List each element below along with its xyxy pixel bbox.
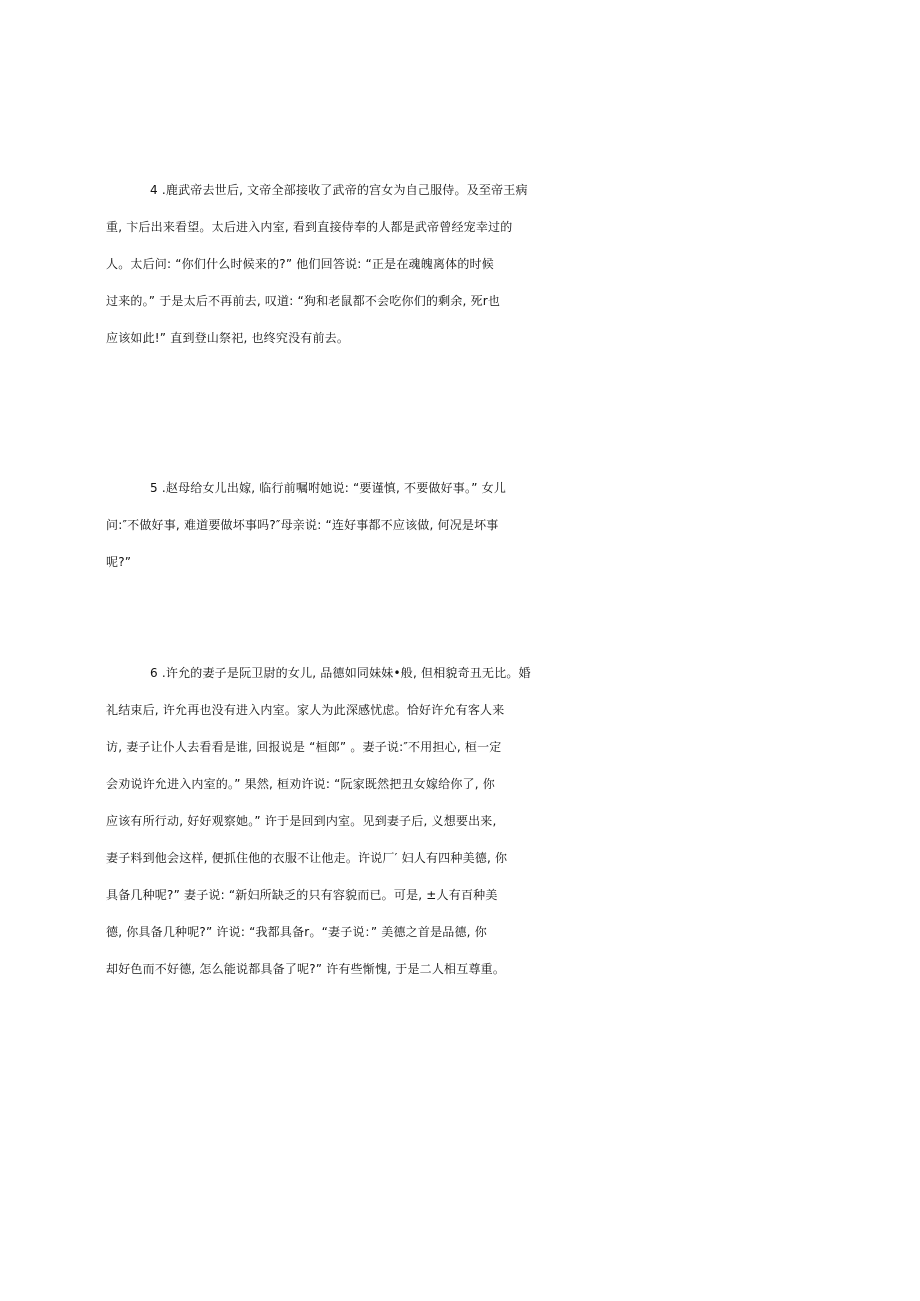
paragraph-6: [106, 663, 826, 996]
text-line: 会劝说许允进入内室的。” 果然, 桓劝许说: “阮家既然把丑女嫁给你了, 你: [106, 777, 495, 791]
text-line: 问:″不做好事, 难道要做坏事吗?″母亲说: “连好事都不应该做, 何况是坏事: [106, 518, 499, 532]
text-line: 应该如此!” 直到登山祭祀, 也终究没有前去。: [106, 331, 350, 345]
text-line: 应该有所行动, 好好观察她。” 许于是回到内室。见到妻子后, 义想要出来,: [106, 814, 497, 828]
paragraph-5: [106, 478, 826, 589]
text-line: 却好色而不好德, 怎么能说都具备了呢?” 许有些惭愧, 于是二人相互尊重。: [106, 962, 506, 976]
text-line: 4 .鹿武帝去世后, 文帝全部接收了武帝的宫女为自己服侍。及至帝王病: [150, 183, 528, 197]
text-line: 具备几种呢?” 妻子说: “新妇所缺乏的只有容貌而已。可是, ±人有百种美: [106, 888, 498, 902]
text-line: 妻子料到他会这样, 便抓住他的衣服不让他走。许说厂′ 妇人有四种美德, 你: [106, 851, 508, 865]
text-line: 呢?”: [106, 555, 132, 569]
text-line: 德, 你具备几种呢?” 许说: “我都具备r。“妻子说：” 美德之首是品德, 你: [106, 925, 487, 939]
text-line: 人。太后问: “你们什么时候来的?” 他们回答说: “正是在魂魄离体的时候: [106, 257, 494, 271]
text-line: 6 .许允的妻子是阮卫尉的女儿, 品德如同妹妹•般, 但相貌奇丑无比。婚: [150, 666, 531, 680]
text-line: 5 .赵母给女儿出嫁, 临行前嘱咐她说: “要谨慎, 不要做好事。” 女儿: [150, 481, 507, 495]
paragraph-4: [106, 180, 826, 365]
text-line: 过来的。” 于是太后不再前去, 叹道: “狗和老鼠都不会吃你们的剩余, 死r也: [106, 294, 501, 308]
text-line: 礼结束后, 许允再也没有进入内室。家人为此深感忧虑。恰好许允有客人来: [106, 703, 505, 717]
text-line: 访, 妻子让仆人去看看是谁, 回报说是 “桓郎” 。妻子说:″不用担心, 桓一定: [106, 740, 502, 754]
text-line: 重, 卞后出来看望。太后进入内室, 看到直接侍奉的人都是武帝曾经宠幸过的: [106, 220, 513, 234]
